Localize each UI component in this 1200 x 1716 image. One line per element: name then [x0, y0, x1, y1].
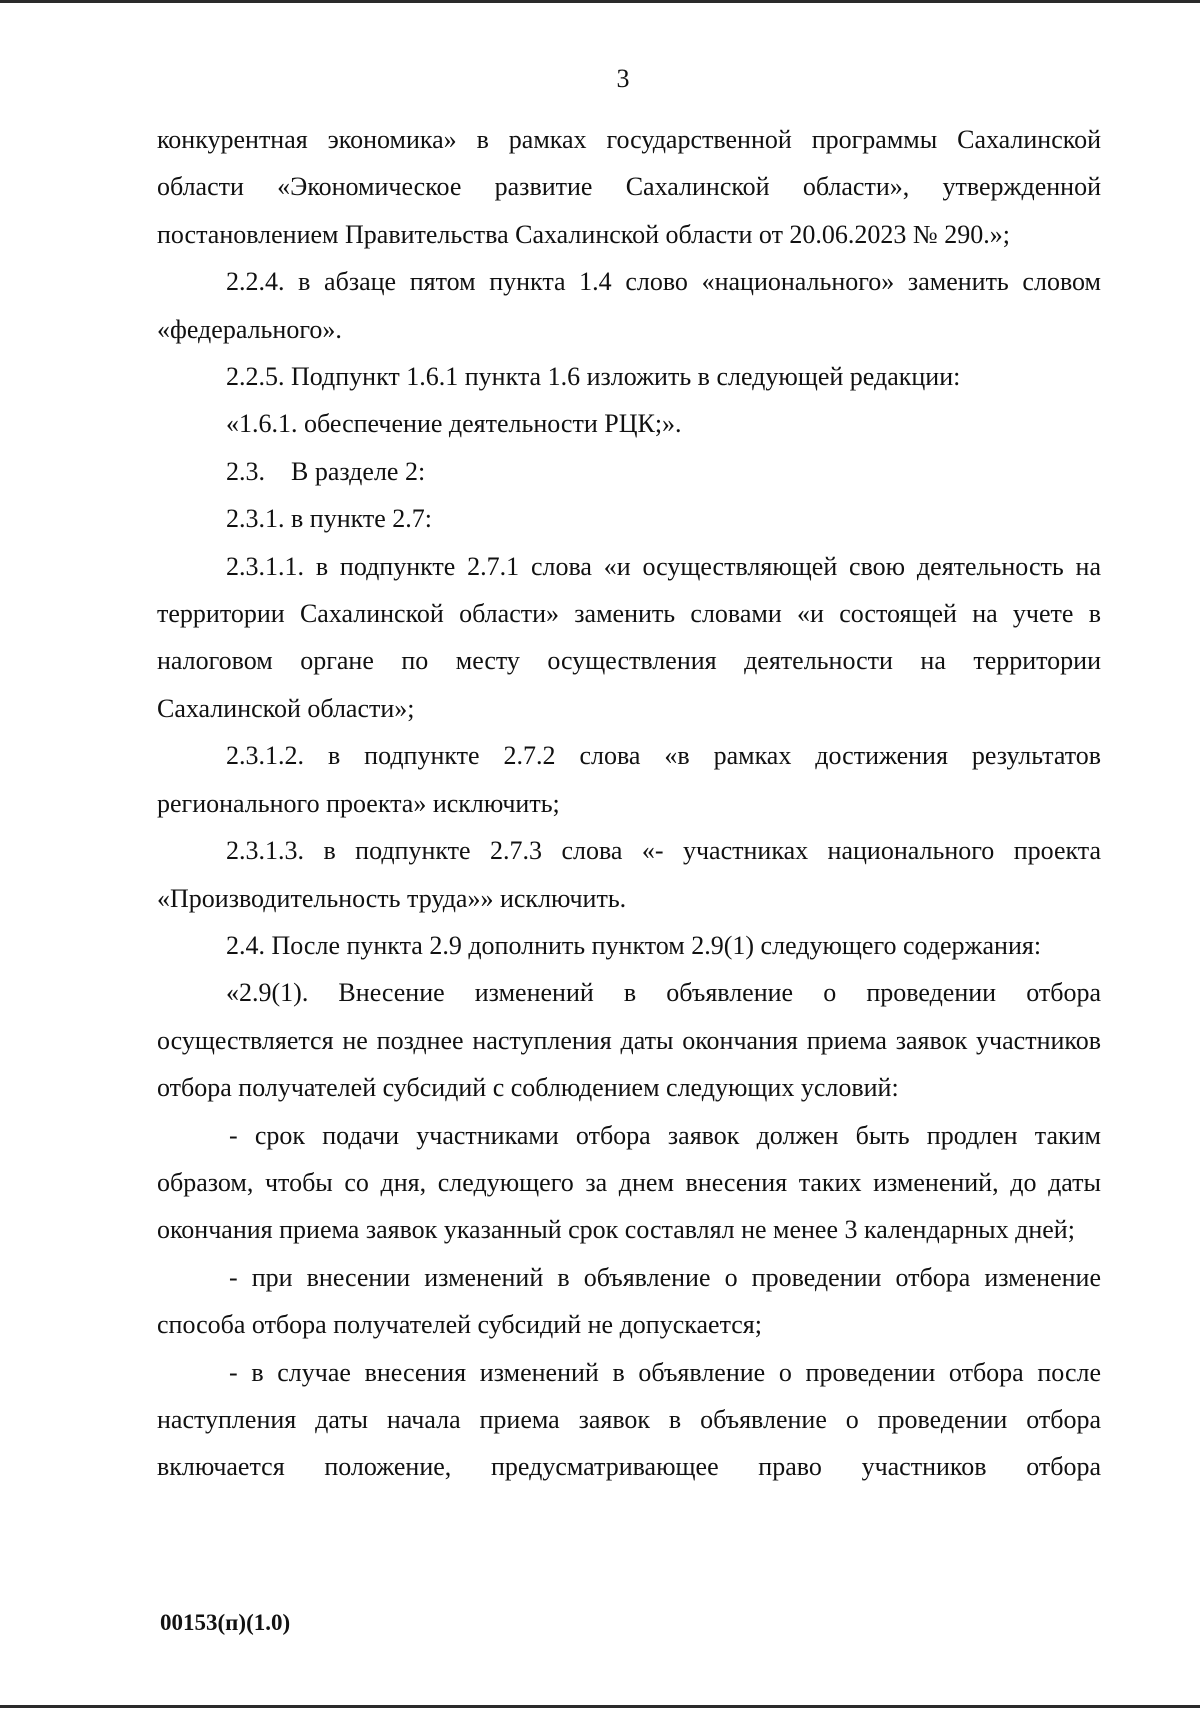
paragraph-2-4: 2.4. После пункта 2.9 дополнить пунктом 2.9(1) следующего содержания:	[226, 930, 1042, 960]
document-footer-code: 00153(п)(1.0)	[160, 1610, 291, 1635]
document-body	[157, 116, 1101, 1491]
paragraph-1-6-1-quote: «1.6.1. обеспечение деятельности РЦК;».	[226, 409, 682, 439]
paragraph-2-2-4: 2.2.4. в абзаце пятом пункта 1.4 слово «национального» заменить словом «федерального».	[157, 267, 1101, 344]
paragraph-2-3-1-3: 2.3.1.3. в подпункте 2.7.3 слова «- участниках национального проекта «Производительность труда»» исключить.	[157, 836, 1101, 913]
paragraph-2-9-1-quote: «2.9(1). Внесение изменений в объявление о проведении отбора осуществляется не позднее наступления даты окончания приема заявок участников отбора получателей субсидий с соблюдением следующих условий:	[157, 978, 1101, 1103]
page-number: 3	[616, 64, 630, 93]
paragraph-2-3: 2.3. В разделе 2:	[226, 456, 426, 486]
paragraph-condition-1: - срок подачи участниками отбора заявок должен быть продлен таким образом, чтобы со дня, следующего за днем внесения таких изменений, до даты окончания приема заявок указанный срок составлял не менее 3 календарных дней;	[157, 1120, 1101, 1245]
paragraph-continuation: конкурентная экономика» в рамках государственной программы Сахалинской области «Экономическое развитие Сахалинской области», утвержденной постановлением Правительства Сахалинской области от 20.06.2023 № 290.»;	[157, 125, 1101, 249]
paragraph-condition-3: - в случае внесения изменений в объявление о проведении отбора после наступления даты начала приема заявок в объявление о проведении отбора включается положение, предусматривающее право участников отбора	[157, 1357, 1101, 1482]
paragraph-2-3-1-1: 2.3.1.1. в подпункте 2.7.1 слова «и осуществляющей свою деятельность на территории Сахалинской области» заменить словами «и состоящей на учете в налоговом органе по месту осуществления деятельности на территории Сахалинской области»;	[157, 551, 1101, 723]
top-border-line	[0, 0, 1200, 3]
paragraph-2-3-1: 2.3.1. в пункте 2.7:	[226, 504, 433, 534]
paragraph-condition-2: - при внесении изменений в объявление о проведении отбора изменение способа отбора получателей субсидий не допускается;	[157, 1262, 1101, 1340]
bottom-border-line	[0, 1705, 1200, 1708]
paragraph-2-3-1-2: 2.3.1.2. в подпункте 2.7.2 слова «в рамках достижения результатов регионального проекта» исключить;	[157, 741, 1101, 818]
paragraph-2-2-5: 2.2.5. Подпункт 1.6.1 пункта 1.6 изложить в следующей редакции:	[226, 362, 961, 392]
